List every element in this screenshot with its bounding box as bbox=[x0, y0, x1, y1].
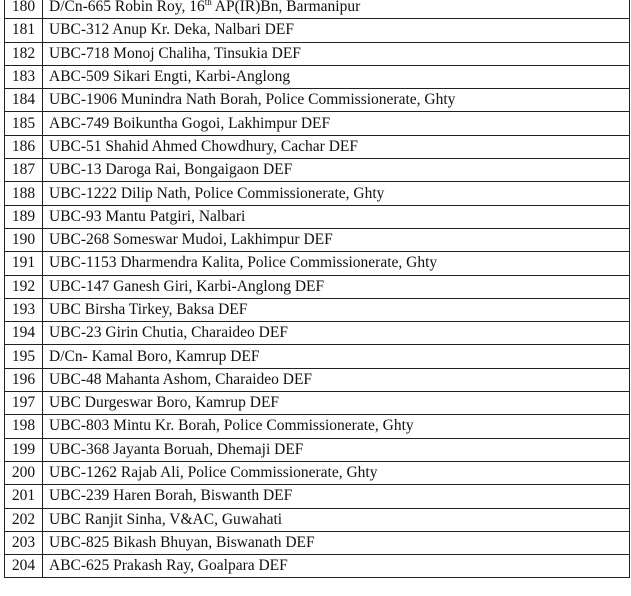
serial-number-cell: 183 bbox=[5, 65, 43, 88]
personnel-entry-cell: UBC-1222 Dilip Nath, Police Commissionerate, Ghty bbox=[43, 182, 630, 205]
serial-number-cell: 200 bbox=[5, 461, 43, 484]
table-row bbox=[5, 19, 630, 42]
table-row bbox=[5, 392, 630, 415]
serial-number-cell: 184 bbox=[5, 89, 43, 112]
table-row bbox=[5, 368, 630, 391]
table-row bbox=[5, 159, 630, 182]
serial-number-cell: 185 bbox=[5, 112, 43, 135]
personnel-entry-cell: UBC-268 Someswar Mudoi, Lakhimpur DEF bbox=[43, 228, 630, 251]
personnel-list-table bbox=[4, 0, 630, 578]
personnel-entry-cell: UBC-93 Mantu Patgiri, Nalbari bbox=[43, 205, 630, 228]
serial-number-cell: 203 bbox=[5, 531, 43, 554]
table-row bbox=[5, 135, 630, 158]
table-row bbox=[5, 322, 630, 345]
personnel-entry-cell: UBC-825 Bikash Bhuyan, Biswanath DEF bbox=[43, 531, 630, 554]
personnel-entry-cell: UBC-13 Daroga Rai, Bongaigaon DEF bbox=[43, 159, 630, 182]
personnel-entry-cell: D/Cn- Kamal Boro, Kamrup DEF bbox=[43, 345, 630, 368]
table-row bbox=[5, 531, 630, 554]
table-row bbox=[5, 298, 630, 321]
personnel-entry-cell: UBC-147 Ganesh Giri, Karbi-Anglong DEF bbox=[43, 275, 630, 298]
serial-number-cell: 191 bbox=[5, 252, 43, 275]
table-row bbox=[5, 65, 630, 88]
personnel-entry-cell: UBC Ranjit Sinha, V&AC, Guwahati bbox=[43, 508, 630, 531]
personnel-list-body bbox=[5, 0, 630, 578]
personnel-entry-cell: UBC-718 Monoj Chaliha, Tinsukia DEF bbox=[43, 42, 630, 65]
table-row bbox=[5, 89, 630, 112]
serial-number-cell: 198 bbox=[5, 415, 43, 438]
table-row bbox=[5, 461, 630, 484]
serial-number-cell: 194 bbox=[5, 322, 43, 345]
serial-number-cell: 190 bbox=[5, 228, 43, 251]
serial-number-cell: 182 bbox=[5, 42, 43, 65]
table-row bbox=[5, 228, 630, 251]
serial-number-cell: 180 bbox=[5, 0, 43, 19]
table-row bbox=[5, 438, 630, 461]
personnel-entry-cell: UBC-239 Haren Borah, Biswanth DEF bbox=[43, 485, 630, 508]
serial-number-cell: 189 bbox=[5, 205, 43, 228]
table-row bbox=[5, 252, 630, 275]
table-row bbox=[5, 415, 630, 438]
personnel-entry-cell: UBC-1153 Dharmendra Kalita, Police Commissionerate, Ghty bbox=[43, 252, 630, 275]
personnel-entry-cell: UBC-48 Mahanta Ashom, Charaideo DEF bbox=[43, 368, 630, 391]
table-row bbox=[5, 0, 630, 19]
table-row bbox=[5, 42, 630, 65]
serial-number-cell: 186 bbox=[5, 135, 43, 158]
serial-number-cell: 197 bbox=[5, 392, 43, 415]
serial-number-cell: 187 bbox=[5, 159, 43, 182]
table-row bbox=[5, 205, 630, 228]
personnel-entry-cell: UBC Birsha Tirkey, Baksa DEF bbox=[43, 298, 630, 321]
table-row bbox=[5, 182, 630, 205]
table-row bbox=[5, 485, 630, 508]
serial-number-cell: 202 bbox=[5, 508, 43, 531]
serial-number-cell: 193 bbox=[5, 298, 43, 321]
personnel-entry-cell: ABC-509 Sikari Engti, Karbi-Anglong bbox=[43, 65, 630, 88]
serial-number-cell: 196 bbox=[5, 368, 43, 391]
table-row bbox=[5, 555, 630, 578]
personnel-entry-cell: UBC-1906 Munindra Nath Borah, Police Commissionerate, Ghty bbox=[43, 89, 630, 112]
entry-text-part: AP(IR)Bn, Barmanipur bbox=[211, 0, 361, 16]
serial-number-cell: 201 bbox=[5, 485, 43, 508]
table-row bbox=[5, 275, 630, 298]
entry-text-part: D/Cn-665 Robin Roy, 16 bbox=[49, 0, 205, 16]
serial-number-cell: 181 bbox=[5, 19, 43, 42]
table-row bbox=[5, 112, 630, 135]
personnel-entry-cell: UBC-368 Jayanta Boruah, Dhemaji DEF bbox=[43, 438, 630, 461]
personnel-entry-cell: UBC Durgeswar Boro, Kamrup DEF bbox=[43, 392, 630, 415]
serial-number-cell: 204 bbox=[5, 555, 43, 578]
personnel-entry-cell: UBC-1262 Rajab Ali, Police Commissionerate, Ghty bbox=[43, 461, 630, 484]
serial-number-cell: 195 bbox=[5, 345, 43, 368]
personnel-entry-cell: UBC-803 Mintu Kr. Borah, Police Commissionerate, Ghty bbox=[43, 415, 630, 438]
serial-number-cell: 188 bbox=[5, 182, 43, 205]
personnel-entry-cell: ABC-749 Boikuntha Gogoi, Lakhimpur DEF bbox=[43, 112, 630, 135]
serial-number-cell: 192 bbox=[5, 275, 43, 298]
personnel-entry-cell: UBC-312 Anup Kr. Deka, Nalbari DEF bbox=[43, 19, 630, 42]
ordinal-suffix: th bbox=[204, 0, 212, 8]
table-row bbox=[5, 508, 630, 531]
personnel-entry-cell: UBC-23 Girin Chutia, Charaideo DEF bbox=[43, 322, 630, 345]
personnel-entry-cell: UBC-51 Shahid Ahmed Chowdhury, Cachar DEF bbox=[43, 135, 630, 158]
serial-number-cell: 199 bbox=[5, 438, 43, 461]
personnel-entry-cell bbox=[43, 0, 630, 19]
personnel-entry-cell: ABC-625 Prakash Ray, Goalpara DEF bbox=[43, 555, 630, 578]
table-row bbox=[5, 345, 630, 368]
